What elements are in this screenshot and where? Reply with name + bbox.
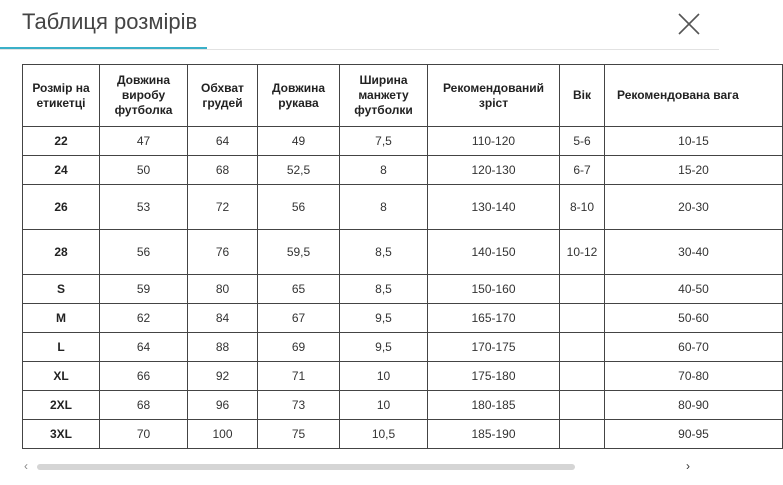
modal-header	[0, 0, 719, 50]
cell-length: 66	[100, 362, 188, 391]
cell-age	[560, 420, 605, 449]
cell-height: 185-190	[428, 420, 560, 449]
modal-title: Таблиця розмірів	[22, 9, 198, 34]
cell-cuff: 8,5	[340, 275, 428, 304]
cell-height: 110-120	[428, 127, 560, 156]
cell-weight: 10-15	[605, 127, 783, 156]
cell-sleeve: 65	[258, 275, 340, 304]
table-header-row	[23, 65, 783, 127]
cell-weight: 90-95	[605, 420, 783, 449]
cell-sleeve: 59,5	[258, 230, 340, 275]
scroll-right-button[interactable]	[686, 459, 690, 473]
cell-size: 24	[23, 156, 100, 185]
cell-cuff: 7,5	[340, 127, 428, 156]
cell-length: 62	[100, 304, 188, 333]
table-row	[23, 185, 783, 230]
cell-length: 56	[100, 230, 188, 275]
cell-size: S	[23, 275, 100, 304]
table-row	[23, 156, 783, 185]
cell-age: 8-10	[560, 185, 605, 230]
size-table-scroll-area[interactable]	[22, 64, 739, 460]
cell-chest: 88	[188, 333, 258, 362]
header-cuff: Ширина манжету футболки	[340, 65, 428, 127]
header-weight: Рекомендована вага	[605, 65, 783, 127]
scrollbar-thumb[interactable]	[37, 464, 575, 470]
cell-height: 140-150	[428, 230, 560, 275]
cell-size: 26	[23, 185, 100, 230]
cell-height: 180-185	[428, 391, 560, 420]
cell-length: 50	[100, 156, 188, 185]
cell-sleeve: 52,5	[258, 156, 340, 185]
cell-weight: 30-40	[605, 230, 783, 275]
cell-height: 170-175	[428, 333, 560, 362]
cell-size: M	[23, 304, 100, 333]
cell-cuff: 9,5	[340, 333, 428, 362]
cell-sleeve: 67	[258, 304, 340, 333]
chevron-left-icon: ‹	[24, 459, 28, 473]
cell-age	[560, 275, 605, 304]
cell-length: 70	[100, 420, 188, 449]
table-row	[23, 230, 783, 275]
cell-height: 120-130	[428, 156, 560, 185]
scroll-left-button[interactable]	[24, 459, 28, 473]
cell-length: 64	[100, 333, 188, 362]
cell-size: L	[23, 333, 100, 362]
header-height: Рекомендований зріст	[428, 65, 560, 127]
cell-chest: 80	[188, 275, 258, 304]
cell-chest: 100	[188, 420, 258, 449]
cell-length: 47	[100, 127, 188, 156]
table-row	[23, 127, 783, 156]
cell-height: 150-160	[428, 275, 560, 304]
cell-size: 3XL	[23, 420, 100, 449]
cell-weight: 80-90	[605, 391, 783, 420]
cell-sleeve: 49	[258, 127, 340, 156]
cell-sleeve: 56	[258, 185, 340, 230]
cell-weight: 15-20	[605, 156, 783, 185]
cell-weight: 50-60	[605, 304, 783, 333]
cell-length: 59	[100, 275, 188, 304]
chevron-right-icon: ›	[686, 459, 690, 473]
cell-age	[560, 362, 605, 391]
header-chest: Обхват грудей	[188, 65, 258, 127]
close-icon	[676, 11, 702, 37]
header-length: Довжина виробу футболка	[100, 65, 188, 127]
cell-chest: 72	[188, 185, 258, 230]
cell-weight: 20-30	[605, 185, 783, 230]
cell-size: 28	[23, 230, 100, 275]
cell-chest: 92	[188, 362, 258, 391]
header-size-label: Розмір на етикетці	[23, 65, 100, 127]
cell-age: 10-12	[560, 230, 605, 275]
table-row	[23, 275, 783, 304]
header-age: Вік	[560, 65, 605, 127]
cell-cuff: 8,5	[340, 230, 428, 275]
cell-chest: 96	[188, 391, 258, 420]
cell-chest: 76	[188, 230, 258, 275]
cell-sleeve: 71	[258, 362, 340, 391]
cell-sleeve: 69	[258, 333, 340, 362]
cell-sleeve: 73	[258, 391, 340, 420]
cell-age	[560, 304, 605, 333]
cell-length: 53	[100, 185, 188, 230]
cell-weight: 70-80	[605, 362, 783, 391]
cell-sleeve: 75	[258, 420, 340, 449]
cell-size: 22	[23, 127, 100, 156]
close-button[interactable]	[676, 11, 702, 37]
cell-chest: 68	[188, 156, 258, 185]
cell-chest: 64	[188, 127, 258, 156]
table-row	[23, 362, 783, 391]
size-table	[22, 64, 783, 449]
cell-age	[560, 391, 605, 420]
cell-cuff: 10	[340, 391, 428, 420]
cell-age: 5-6	[560, 127, 605, 156]
cell-height: 130-140	[428, 185, 560, 230]
table-row	[23, 420, 783, 449]
cell-cuff: 8	[340, 185, 428, 230]
cell-age	[560, 333, 605, 362]
cell-weight: 40-50	[605, 275, 783, 304]
cell-chest: 84	[188, 304, 258, 333]
cell-cuff: 8	[340, 156, 428, 185]
table-row	[23, 333, 783, 362]
cell-cuff: 9,5	[340, 304, 428, 333]
cell-cuff: 10	[340, 362, 428, 391]
cell-size: 2XL	[23, 391, 100, 420]
cell-length: 68	[100, 391, 188, 420]
cell-height: 165-170	[428, 304, 560, 333]
table-row	[23, 304, 783, 333]
header-divider	[0, 49, 719, 50]
cell-cuff: 10,5	[340, 420, 428, 449]
header-sleeve: Довжина рукава	[258, 65, 340, 127]
table-row	[23, 391, 783, 420]
cell-size: XL	[23, 362, 100, 391]
cell-height: 175-180	[428, 362, 560, 391]
cell-weight: 60-70	[605, 333, 783, 362]
cell-age: 6-7	[560, 156, 605, 185]
